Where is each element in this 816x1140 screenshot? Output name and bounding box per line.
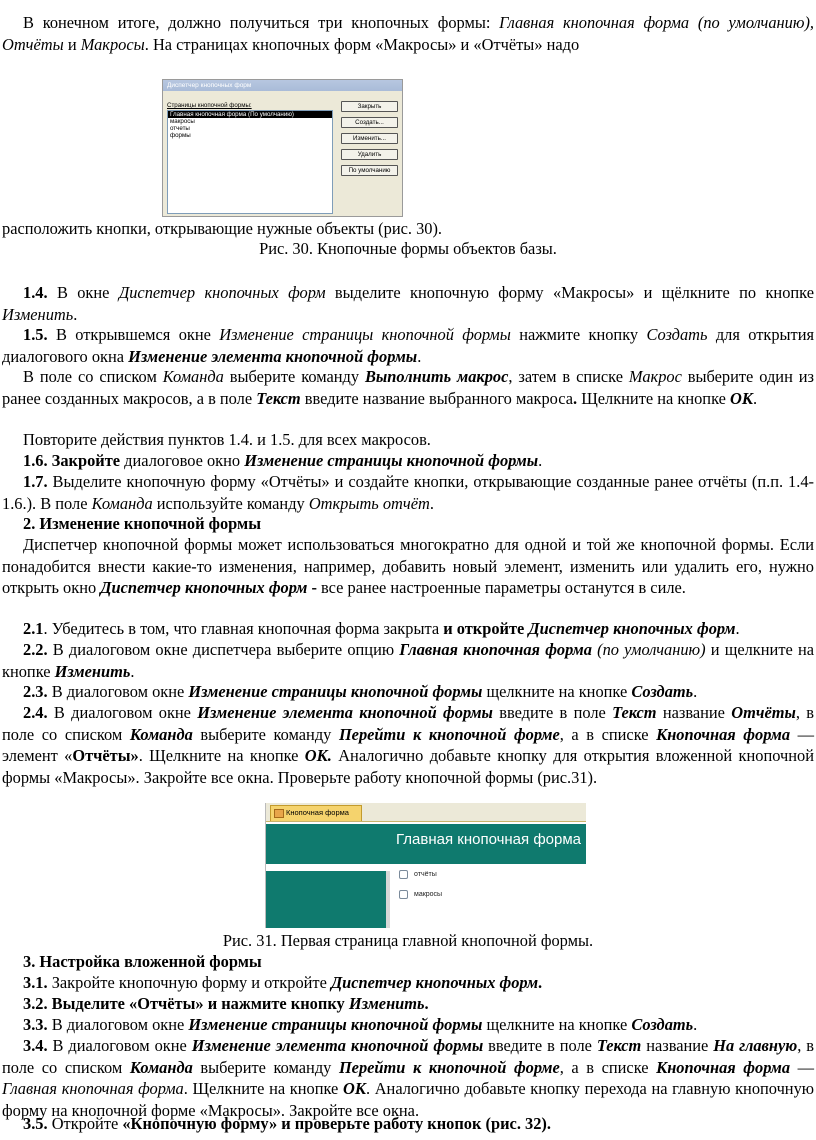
list-item[interactable]: Главная кнопочная форма (По умолчанию) — [168, 111, 332, 118]
step-2-4: 2.4. В диалоговом окне Изменение элемента кнопочной формы введите в поле Текст название Отчёты, в поле со списком Команда выберите команду Перейти к кнопочной форме, а в списке Кнопочная форма — элемент «Отчёты». Щелкните на кнопке ОК. Аналогично добавьте кнопку для открытия вложенной кнопочной формы «Макросы». Закройте все окна. Проверьте работу кнопочной формы (рис.31). — [2, 703, 815, 787]
list-item[interactable]: макросы — [170, 118, 195, 125]
intro-continuation: расположить кнопки, открывающие нужные объекты (рис. 30). — [2, 219, 443, 238]
list-item[interactable]: формы — [170, 132, 191, 139]
form-side-block — [266, 871, 386, 928]
pages-list-label: Страницы кнопочной формы: — [167, 102, 252, 109]
step-3-2: 3.2. Выделите «Отчёты» и нажмите кнопку Изменить. — [23, 994, 429, 1013]
section-2-heading: 2. Изменение кнопочной формы — [23, 514, 261, 533]
close-button[interactable]: Закрыть — [341, 101, 398, 112]
edit-button[interactable]: Изменить... — [341, 133, 398, 144]
figure-31-caption: Рис. 31. Первая страница главной кнопочной формы. — [222, 931, 594, 950]
step-2-3: 2.3. В диалоговом окне Изменение страницы кнопочной формы щелкните на кнопке Создать. — [23, 682, 698, 701]
step-1-7: 1.7. Выделите кнопочную форму «Отчёты» и создайте кнопки, открывающие созданные ранее отчёты (п.п. 1.4-1.6.). В поле Команда используйте команду Открыть отчёт. — [2, 472, 814, 513]
form-tab[interactable]: Кнопочная форма — [270, 805, 362, 821]
step-1-6: 1.6. Закройте диалоговое окно Изменение страницы кнопочной формы. — [23, 451, 543, 470]
figure-30-caption: Рис. 30. Кнопочные формы объектов базы. — [259, 239, 557, 258]
step-3-5: 3.5. Откройте «Кнопочную форму» и проверьте работу кнопок (рис. 32). — [23, 1114, 551, 1133]
form-divider — [386, 871, 390, 928]
reports-option-button[interactable] — [399, 870, 408, 879]
reports-option-label[interactable]: отчёты — [414, 871, 437, 878]
form-icon — [274, 809, 284, 818]
step-2-1: 2.1. Убедитесь в том, что главная кнопочная форма закрыта и откройте Диспетчер кнопочных форм. — [23, 619, 740, 638]
intro-paragraph: В конечном итоге, должно получиться три кнопочных формы: Главная кнопочная форма (по умолчанию), Отчёты и Макросы. На страницах кнопочных форм «Макросы» и «Отчёты» надо — [2, 13, 814, 54]
pages-list[interactable] — [167, 110, 333, 214]
section-3-heading: 3. Настройка вложенной формы — [23, 952, 262, 971]
step-3-1: 3.1. Закройте кнопочную форму и откройте Диспетчер кнопочных форм. — [23, 973, 543, 992]
command-field-paragraph: В поле со списком Команда выберите команду Выполнить макрос, затем в списке Макрос выберите один из ранее созданных макросов, а в поле Текст введите название выбранного макроса. Щелкните на кнопке ОК. — [2, 367, 814, 408]
switchboard-manager-dialog — [162, 79, 403, 217]
form-header-title: Главная кнопочная форма — [396, 831, 581, 848]
section-2-paragraph: Диспетчер кнопочной формы может использоваться многократно для одной и той же кнопочной формы. Если понадобится внести какие-то изменения, например, добавить новый элемент, изменить или удалить его, нужно открыть окно Диспетчер кнопочных форм - все ранее настроенные параметры останутся в силе. — [2, 535, 814, 597]
create-button[interactable]: Создать... — [341, 117, 398, 128]
dialog-title: Диспетчер кнопочных форм — [163, 80, 402, 91]
step-1-4: 1.4. В окне Диспетчер кнопочных форм выделите кнопочную форму «Макросы» и щёлкните по кнопке Изменить. — [2, 283, 814, 324]
step-3-4: 3.4. В диалоговом окне Изменение элемента кнопочной формы введите в поле Текст название На главную, в поле со списком Команда выберите команду Перейти к кнопочной форме, а в списке Кнопочная форма — Главная кнопочная форма. Щелкните на кнопке ОК. Аналогично добавьте кнопку перехода на главную кнопочную форму на кнопочной форме «Макросы». Закройте все окна. — [2, 1036, 815, 1120]
step-1-5: 1.5. В открывшемся окне Изменение страницы кнопочной формы нажмите кнопку Создать для открытия диалогового окна Изменение элемента кнопочной формы. — [2, 325, 815, 366]
repeat-paragraph: Повторите действия пунктов 1.4. и 1.5. для всех макросов. — [23, 430, 431, 449]
make-default-button[interactable]: По умолчанию — [341, 165, 398, 176]
delete-button[interactable]: Удалить — [341, 149, 398, 160]
macros-option-button[interactable] — [399, 890, 408, 899]
macros-option-label[interactable]: макросы — [414, 891, 443, 898]
main-switchboard-form — [265, 803, 586, 928]
list-item[interactable]: отчеты — [170, 125, 190, 132]
step-2-2: 2.2. В диалоговом окне диспетчера выберите опцию Главная кнопочная форма (по умолчанию) и щелкните на кнопке Изменить. — [2, 640, 814, 681]
step-3-3: 3.3. В диалоговом окне Изменение страницы кнопочной формы щелкните на кнопке Создать. — [23, 1015, 698, 1034]
